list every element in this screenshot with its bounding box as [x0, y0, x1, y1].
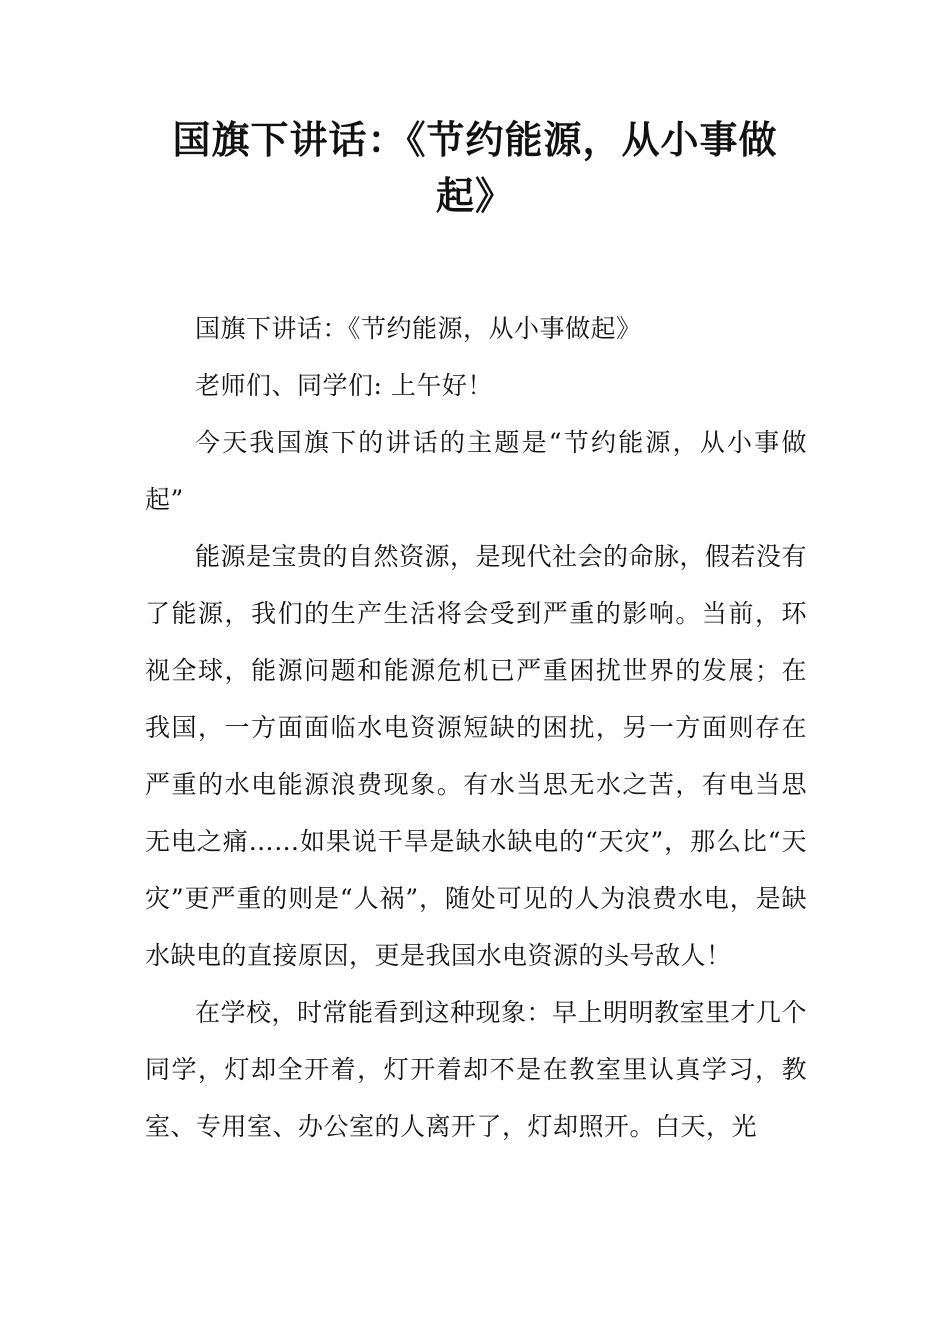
paragraph-greeting: 老师们、同学们: 上午好！	[195, 371, 493, 400]
paragraph-energy: 能源是宝贵的自然资源，是现代社会的命脉，假若没有了能源，我们的生产生活将会受到严重的影响。当前，环视全球，能源问题和能源危机已严重困扰世界的发展；在我国，一方面面临水电资源短缺的困扰，另一方面则存在严重的水电能源浪费现象。有水当思无水之苦，有电当思无电之痛……如果说干旱是缺水缺电的“天灾”，那么比“天灾”更严重的则是“人祸”，随处可见的人为浪费水电，是缺水缺电的直接原因，更是我国水电资源的头号敌人！	[145, 542, 808, 970]
paragraph-topic: 今天我国旗下的讲话的主题是“节约能源，从小事做起”	[145, 428, 807, 514]
document-body	[145, 300, 807, 1155]
document-title: 国旗下讲话：《节约能源，从小事做起》	[172, 118, 778, 218]
paragraph-subtitle: 国旗下讲话：《节约能源，从小事做起》	[195, 314, 642, 343]
paragraph-school: 在学校，时常能看到这种现象：早上明明教室里才几个同学，灯却全开着，灯开着却不是在教室里认真学习，教室、专用室、办公室的人离开了，灯却照开。白天，光	[145, 998, 808, 1141]
